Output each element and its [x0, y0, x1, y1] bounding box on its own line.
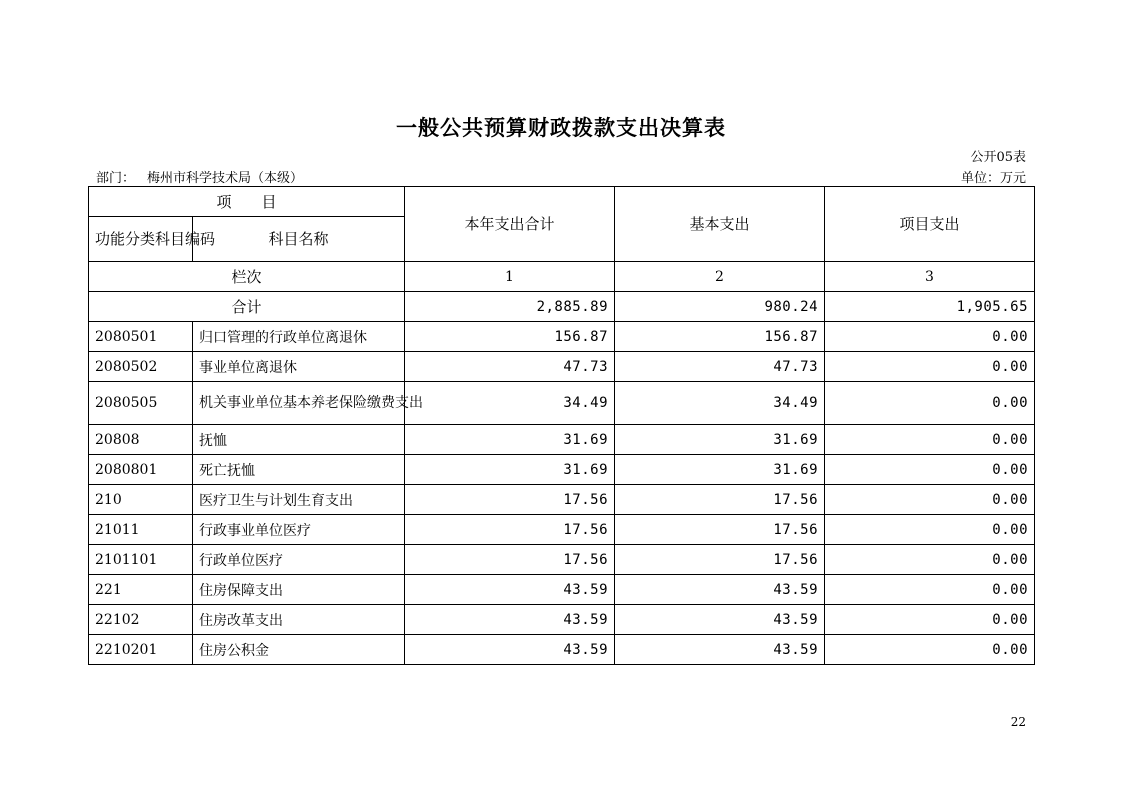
row-basic: 31.69	[615, 455, 825, 485]
row-project: 0.00	[825, 455, 1035, 485]
row-project: 0.00	[825, 425, 1035, 455]
row-total: 43.59	[405, 635, 615, 665]
unit-label: 单位：万元	[960, 171, 1026, 186]
column-number-3: 3	[825, 262, 1035, 292]
table-row	[89, 545, 1035, 575]
column-number-row	[89, 262, 1035, 292]
row-name: 机关事业单位基本养老保险缴费支出	[193, 382, 405, 425]
table-row	[89, 425, 1035, 455]
row-project: 0.00	[825, 545, 1035, 575]
row-code: 2080501	[89, 322, 193, 352]
header-code: 功能分类科目编码	[89, 217, 193, 262]
header-row-1	[89, 187, 1035, 217]
table-row	[89, 575, 1035, 605]
row-basic: 17.56	[615, 485, 825, 515]
row-name: 住房公积金	[193, 635, 405, 665]
row-project: 0.00	[825, 485, 1035, 515]
row-code: 2080502	[89, 352, 193, 382]
row-project: 0.00	[825, 575, 1035, 605]
row-project: 0.00	[825, 605, 1035, 635]
row-total: 43.59	[405, 605, 615, 635]
row-basic: 17.56	[615, 545, 825, 575]
row-project: 0.00	[825, 322, 1035, 352]
header-name: 科目名称	[193, 217, 405, 262]
row-code: 2101101	[89, 545, 193, 575]
row-name: 事业单位离退休	[193, 352, 405, 382]
column-number-1: 1	[405, 262, 615, 292]
table-row	[89, 635, 1035, 665]
row-total: 47.73	[405, 352, 615, 382]
row-basic: 47.73	[615, 352, 825, 382]
row-code: 2080505	[89, 382, 193, 425]
row-total: 17.56	[405, 515, 615, 545]
row-project: 0.00	[825, 515, 1035, 545]
column-number-2: 2	[615, 262, 825, 292]
row-project: 0.00	[825, 352, 1035, 382]
row-code: 210	[89, 485, 193, 515]
page-title: 一般公共预算财政拨款支出决算表	[396, 115, 726, 140]
row-name: 抚恤	[193, 425, 405, 455]
page-number: 22	[1010, 715, 1026, 729]
row-project: 0.00	[825, 635, 1035, 665]
header-total: 本年支出合计	[405, 187, 615, 262]
expenditure-table	[88, 186, 1035, 665]
row-code: 20808	[89, 425, 193, 455]
department-label: 部门：	[96, 171, 136, 186]
row-name: 行政事业单位医疗	[193, 515, 405, 545]
row-name: 行政单位医疗	[193, 545, 405, 575]
department-name: 梅州市科学技术局（本级）	[147, 171, 304, 186]
total-basic: 980.24	[615, 292, 825, 322]
table-row	[89, 352, 1035, 382]
table-row	[89, 455, 1035, 485]
row-code: 221	[89, 575, 193, 605]
row-total: 17.56	[405, 545, 615, 575]
header-project-expense: 项目支出	[825, 187, 1035, 262]
table-row	[89, 605, 1035, 635]
row-basic: 43.59	[615, 605, 825, 635]
row-total: 156.87	[405, 322, 615, 352]
table-row	[89, 485, 1035, 515]
row-project: 0.00	[825, 382, 1035, 425]
row-basic: 31.69	[615, 425, 825, 455]
table-row	[89, 322, 1035, 352]
row-name: 医疗卫生与计划生育支出	[193, 485, 405, 515]
row-total: 17.56	[405, 485, 615, 515]
row-label: 栏次	[89, 262, 405, 292]
header-basic: 基本支出	[615, 187, 825, 262]
row-total: 43.59	[405, 575, 615, 605]
total-label: 合计	[89, 292, 405, 322]
total-project: 1,905.65	[825, 292, 1035, 322]
total-amount: 2,885.89	[405, 292, 615, 322]
row-basic: 34.49	[615, 382, 825, 425]
row-code: 22102	[89, 605, 193, 635]
row-code: 2210201	[89, 635, 193, 665]
row-name: 死亡抚恤	[193, 455, 405, 485]
row-code: 2080801	[89, 455, 193, 485]
row-name: 住房保障支出	[193, 575, 405, 605]
row-basic: 17.56	[615, 515, 825, 545]
row-total: 31.69	[405, 455, 615, 485]
row-basic: 43.59	[615, 635, 825, 665]
department-line	[96, 167, 303, 186]
table-row	[89, 382, 1035, 425]
row-basic: 156.87	[615, 322, 825, 352]
header-project: 项 目	[89, 187, 405, 217]
row-name: 住房改革支出	[193, 605, 405, 635]
row-basic: 43.59	[615, 575, 825, 605]
row-code: 21011	[89, 515, 193, 545]
form-number: 公开05表	[970, 150, 1026, 165]
row-name: 归口管理的行政单位离退休	[193, 322, 405, 352]
total-row	[89, 292, 1035, 322]
row-total: 31.69	[405, 425, 615, 455]
row-total: 34.49	[405, 382, 615, 425]
table-row	[89, 515, 1035, 545]
